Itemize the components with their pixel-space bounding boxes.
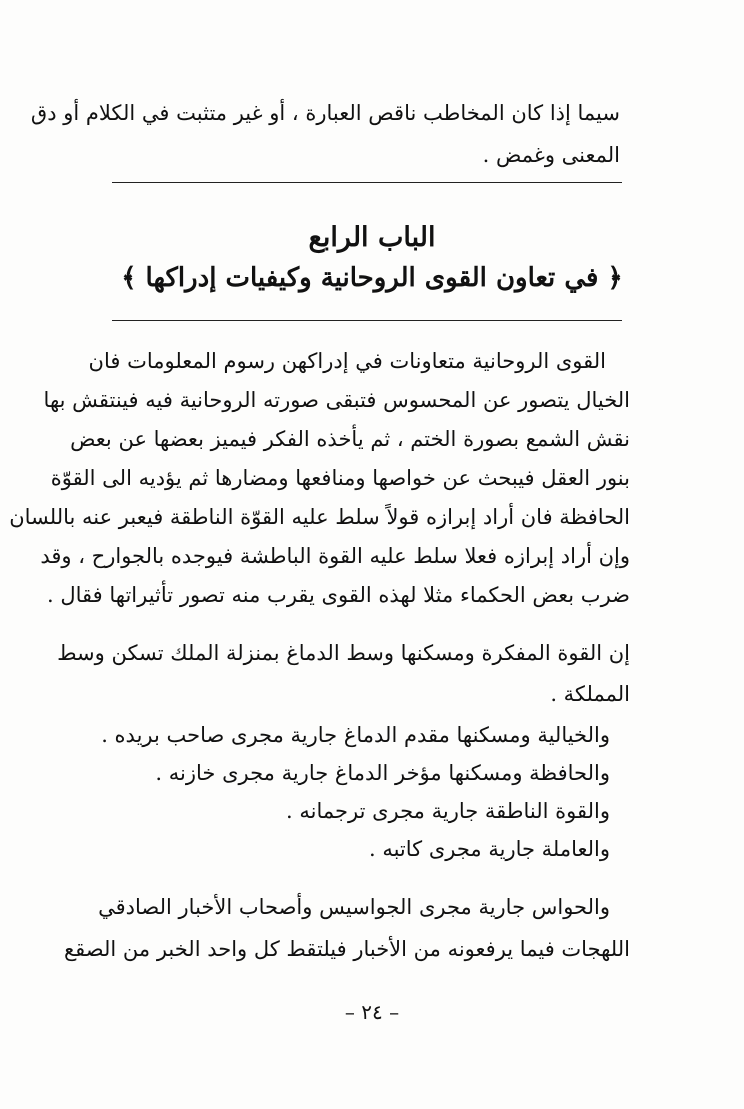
chapter-title: الباب الرابع: [308, 222, 436, 253]
text-line: القوى الروحانية متعاونات في إدراكهن رسوم المعلومات فان: [88, 349, 606, 373]
text-line: اللهجات فيما يرفعونه من الأخبار فيلتقط كل واحد الخبر من الصقع: [63, 937, 630, 961]
text-line: الحافظة فان أراد إبرازه قولاً سلط عليه القوّة الناطقة فيعبر عنه باللسان: [9, 505, 630, 529]
text-line: والحواس جارية مجرى الجواسيس وأصحاب الأخبار الصادقي: [98, 895, 610, 919]
bottom-divider: [112, 320, 622, 321]
text-line: إن القوة المفكرة ومسكنها وسط الدماغ بمنزلة الملك تسكن وسط: [57, 641, 630, 665]
top-divider: [112, 182, 622, 183]
text-line: نقش الشمع بصورة الختم ، ثم يأخذه الفكر فيميز بعضها عن بعض: [70, 427, 630, 451]
paragraph-one: [9, 342, 630, 615]
text-line: بنور العقل فيبحث عن خواصها ومنافعها ومضارها ثم يؤديه الى القوّة: [50, 466, 630, 490]
chapter-subtitle: ﴿ في تعاون القوى الروحانية وكيفيات إدراكها ﴾: [121, 263, 623, 293]
page-number: – ٢٤ –: [344, 1000, 400, 1024]
paragraph-two: [57, 632, 630, 714]
text-line: الخيال يتصور عن المحسوس فتبقى صورته الروحانية فيه فينتقش بها: [43, 388, 630, 412]
list-item: والعاملة جارية مجرى كاتبه .: [368, 837, 610, 861]
list-item: والحافظة ومسكنها مؤخر الدماغ جارية مجرى خازنه .: [155, 761, 610, 785]
intro-paragraph: [30, 92, 620, 176]
text-line: المملكة .: [550, 682, 630, 706]
text-line: المعنى وغمض .: [482, 143, 620, 167]
text-line: ضرب بعض الحكماء مثلا لهذه القوى يقرب منه تصور تأثيراتها فقال .: [47, 583, 630, 607]
list-item: والخيالية ومسكنها مقدم الدماغ جارية مجرى صاحب بريده .: [101, 723, 610, 747]
powers-list: [100, 716, 630, 868]
paragraph-three: [63, 886, 630, 970]
list-item: والقوة الناطقة جارية مجرى ترجمانه .: [286, 799, 610, 823]
text-line: وإن أراد إبرازه فعلا سلط عليه القوة الباطشة فيوجده بالجوارح ، وقد: [40, 544, 630, 568]
text-line: سيما إذا كان المخاطب ناقص العبارة ، أو غير متثبت في الكلام أو دق: [30, 101, 620, 125]
